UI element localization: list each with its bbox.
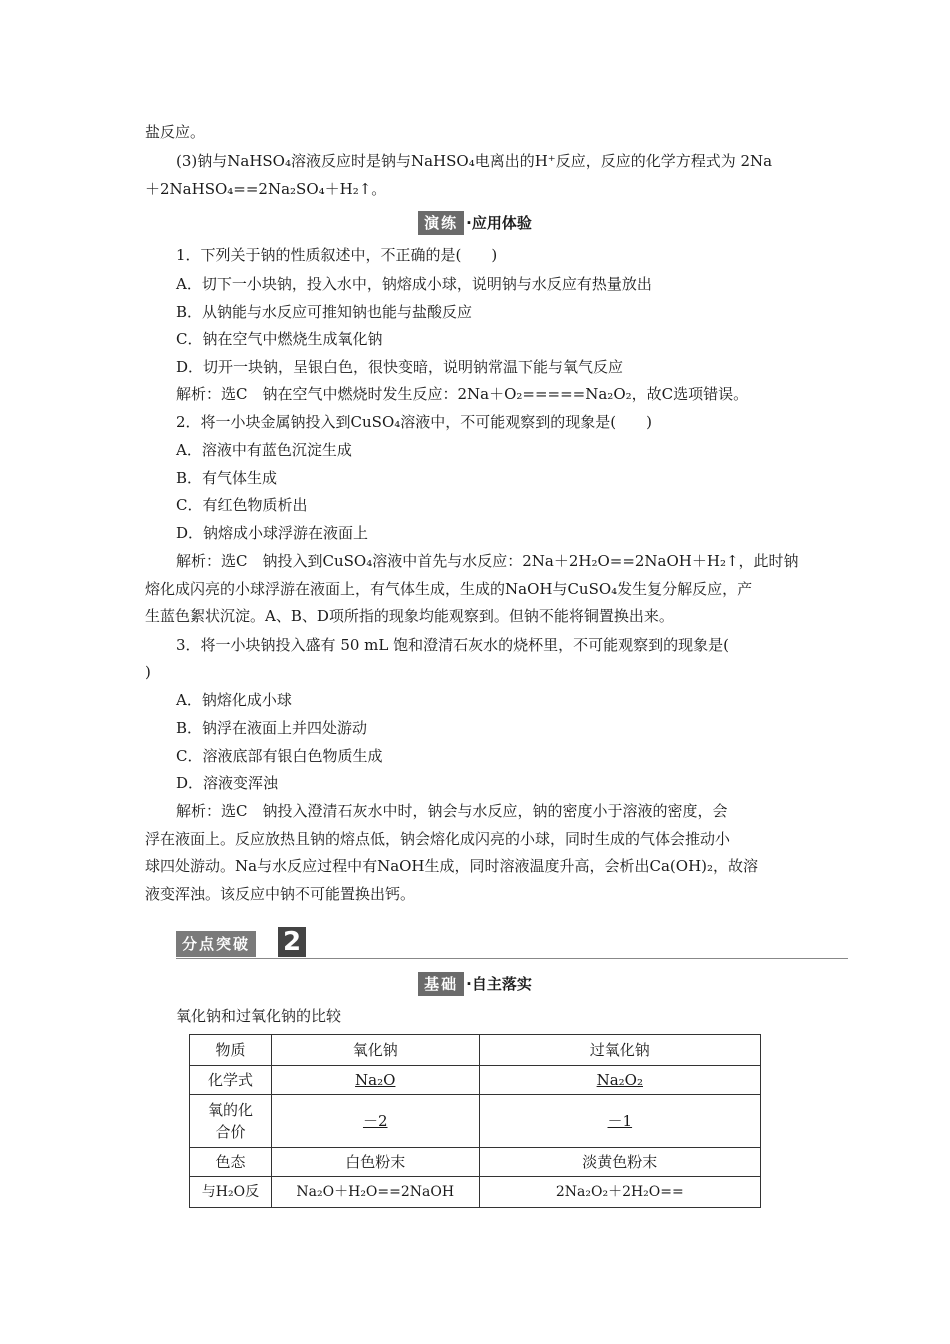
table-cell: －1 xyxy=(479,1095,760,1148)
option-line: A．溶液中有蓝色沉淀生成 xyxy=(176,441,352,459)
option-line: B．有气体生成 xyxy=(176,469,278,487)
section-header xyxy=(176,927,848,959)
section-banner-practice xyxy=(0,211,950,235)
banner-text: ·应用体验 xyxy=(466,214,532,232)
answer-line: 解析：选C 钠在空气中燃烧时发生反应：2Na＋O₂=====Na₂O₂，故C选项错误。 xyxy=(176,385,749,403)
header-cell: 过氧化钠 xyxy=(479,1035,760,1066)
section-number: 2 xyxy=(278,927,306,957)
banner-tag: 演练 xyxy=(418,211,464,235)
option-line: B．钠浮在液面上并四处游动 xyxy=(176,719,368,737)
answer-line: 浮在液面上。反应放热且钠的熔点低，钠会熔化成闪亮的小球，同时生成的气体会推动小 xyxy=(145,830,731,848)
option-line: A．钠熔化成小球 xyxy=(176,691,292,709)
section-divider xyxy=(176,958,848,959)
table-row xyxy=(190,1177,761,1208)
banner-tag: 基础 xyxy=(418,972,464,996)
table-cell: 淡黄色粉末 xyxy=(479,1148,760,1177)
comparison-table xyxy=(189,1034,761,1208)
question-line: 1．下列关于钠的性质叙述中，不正确的是( ) xyxy=(176,246,498,264)
table-cell: 氧的化合价 xyxy=(190,1095,272,1148)
table-cell: 2Na₂O₂＋2H₂O== xyxy=(479,1177,760,1208)
table-row xyxy=(190,1095,761,1148)
option-line: A．切下一小块钠，投入水中，钠熔成小球，说明钠与水反应有热量放出 xyxy=(176,275,652,293)
option-line: D．溶液变浑浊 xyxy=(176,774,279,792)
table-row xyxy=(190,1066,761,1095)
option-line: C．钠在空气中燃烧生成氧化钠 xyxy=(176,330,383,348)
table-cell: Na₂O＋H₂O==2NaOH xyxy=(271,1177,479,1208)
table-cell: 白色粉末 xyxy=(271,1148,479,1177)
text-line: 盐反应。 xyxy=(145,123,206,141)
section-label: 分点突破 xyxy=(176,931,256,957)
option-line: D．切开一块钠，呈银白色，很快变暗，说明钠常温下能与氧气反应 xyxy=(176,358,624,376)
banner-text: ·自主落实 xyxy=(466,975,532,993)
table-cell: －2 xyxy=(271,1095,479,1148)
answer-line: 解析：选C 钠投入澄清石灰水中时，钠会与水反应，钠的密度小于溶液的密度，会 xyxy=(176,802,728,820)
table-cell: 与H₂O反 xyxy=(190,1177,272,1208)
table-row xyxy=(190,1148,761,1177)
option-line: D．钠熔成小球浮游在液面上 xyxy=(176,524,369,542)
question-line: 3．将一小块钠投入盛有 50 mL 饱和澄清石灰水的烧杯里，不可能观察到的现象是( xyxy=(176,636,729,654)
header-cell: 氧化钠 xyxy=(271,1035,479,1066)
answer-line: 熔化成闪亮的小球浮游在液面上，有气体生成，生成的NaOH与CuSO₄发生复分解反应，产 xyxy=(145,580,753,598)
section-banner-basics xyxy=(0,972,950,996)
table-cell: 化学式 xyxy=(190,1066,272,1095)
option-line: B．从钠能与水反应可推知钠也能与盐酸反应 xyxy=(176,303,473,321)
header-cell: 物质 xyxy=(190,1035,272,1066)
table-title: 氧化钠和过氧化钠的比较 xyxy=(176,1007,342,1025)
answer-line: 液变浑浊。该反应中钠不可能置换出钙。 xyxy=(145,885,416,903)
answer-line: 生蓝色絮状沉淀。A、B、D项所指的现象均能观察到。但钠不能将铜置换出来。 xyxy=(145,607,674,625)
answer-line: 解析：选C 钠投入到CuSO₄溶液中首先与水反应：2Na＋2H₂O==2NaOH＋H₂↑，此时钠 xyxy=(176,552,799,570)
answer-line: 球四处游动。Na与水反应过程中有NaOH生成，同时溶液温度升高，会析出Ca(OH)₂，故溶 xyxy=(145,857,759,875)
option-line: C．有红色物质析出 xyxy=(176,496,308,514)
option-line: C．溶液底部有银白色物质生成 xyxy=(176,747,383,765)
question-line: ) xyxy=(145,663,151,681)
question-line: 2．将一小块金属钠投入到CuSO₄溶液中，不可能观察到的现象是( ) xyxy=(176,413,652,431)
table-cell: 色态 xyxy=(190,1148,272,1177)
table-cell: Na₂O₂ xyxy=(479,1066,760,1095)
table-cell: Na₂O xyxy=(271,1066,479,1095)
table-header-row xyxy=(190,1035,761,1066)
text-line: ＋2NaHSO₄==2Na₂SO₄＋H₂↑。 xyxy=(145,180,387,198)
text-line: (3)钠与NaHSO₄溶液反应时是钠与NaHSO₄电离出的H⁺反应，反应的化学方程式为 2Na xyxy=(176,152,773,170)
